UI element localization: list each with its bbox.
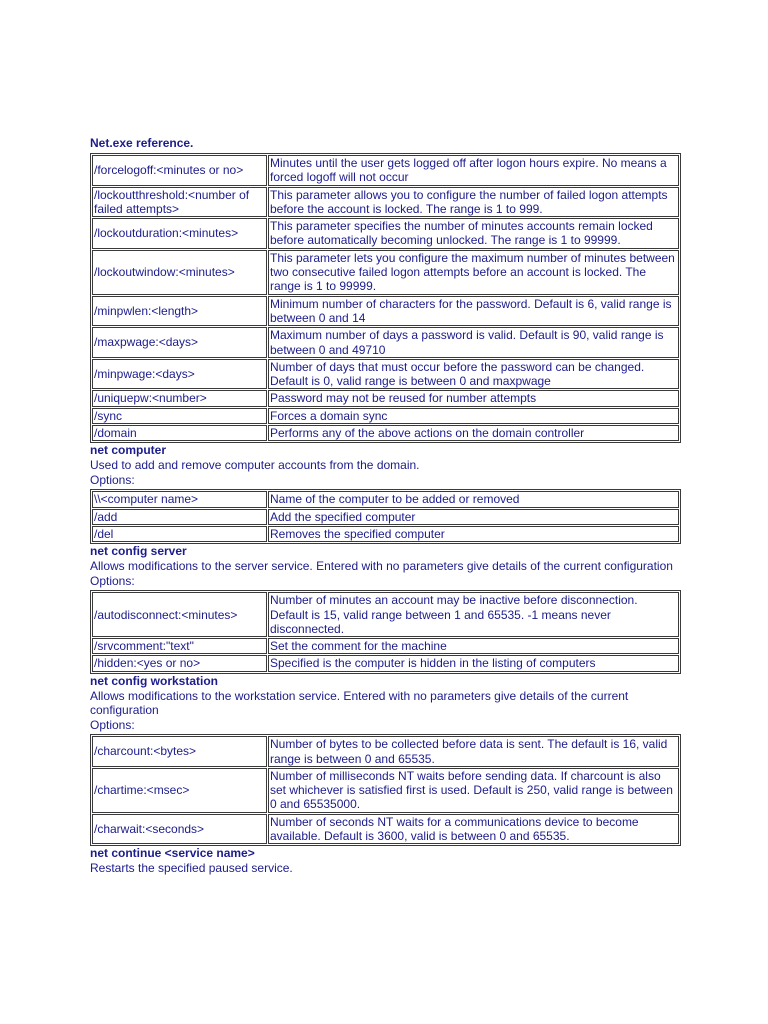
section-heading: net config server	[90, 544, 187, 559]
description-cell: Maximum number of days a password is valid. Default is 90, valid range is between 0 and 49710	[268, 327, 679, 358]
description-cell: This parameter lets you configure the maximum number of minutes between two consecutive failed logon attempts before an account is locked. The range is 1 to 99999.	[268, 250, 679, 295]
parameter-cell: /sync	[92, 408, 267, 424]
options-label: Options:	[90, 472, 135, 487]
table-row	[92, 768, 679, 813]
parameter-cell: /lockoutwindow:<minutes>	[92, 250, 267, 295]
parameter-cell: /srvcomment:"text"	[92, 638, 267, 654]
table-row	[92, 736, 679, 767]
description-cell: Minutes until the user gets logged off after logon hours expire. No means a forced logoff will not occur	[268, 155, 679, 186]
parameter-cell: /autodisconnect:<minutes>	[92, 592, 267, 637]
parameter-cell: /uniquepw:<number>	[92, 390, 267, 406]
table-row	[92, 592, 679, 637]
table-row	[92, 655, 679, 671]
table-row	[92, 250, 679, 295]
description-cell: Forces a domain sync	[268, 408, 679, 424]
page-title: Net.exe reference.	[90, 136, 194, 150]
section-heading: net computer	[90, 443, 167, 458]
table-row	[92, 526, 679, 542]
options-table	[90, 734, 681, 846]
parameter-cell: /lockoutthreshold:<number of failed attempts>	[92, 187, 267, 218]
section-description: Used to add and remove computer accounts from the domain.	[90, 458, 420, 473]
description-cell: This parameter allows you to configure the number of failed logon attempts before the account is locked. The range is 1 to 999.	[268, 187, 679, 218]
section-description: Allows modifications to the server service. Entered with no parameters give details of the current configuration	[90, 559, 673, 574]
parameter-cell: /maxpwage:<days>	[92, 327, 267, 358]
table-row	[92, 218, 679, 249]
parameter-cell: \\<computer name>	[92, 491, 267, 507]
description-cell: Performs any of the above actions on the domain controller	[268, 425, 679, 441]
section-heading: net continue <service name>	[90, 846, 255, 861]
description-cell: Minimum number of characters for the password. Default is 6, valid range is between 0 and 14	[268, 296, 679, 327]
parameter-cell: /del	[92, 526, 267, 542]
table-row	[92, 425, 679, 441]
table-row	[92, 638, 679, 654]
parameter-cell: /charwait:<seconds>	[92, 814, 267, 845]
parameter-cell: /minpwage:<days>	[92, 359, 267, 390]
parameter-cell: /lockoutduration:<minutes>	[92, 218, 267, 249]
description-cell: Number of bytes to be collected before data is sent. The default is 16, valid range is between 0 and 65535.	[268, 736, 679, 767]
options-table	[90, 590, 681, 673]
section-heading: net config workstation	[90, 673, 219, 688]
description-cell: Add the specified computer	[268, 509, 679, 525]
parameter-cell: /chartime:<msec>	[92, 768, 267, 813]
table-row	[92, 408, 679, 424]
table-row	[92, 187, 679, 218]
description-cell: Name of the computer to be added or removed	[268, 491, 679, 507]
table-row	[92, 359, 679, 390]
parameter-cell: /domain	[92, 425, 267, 441]
description-cell: Number of seconds NT waits for a communications device to become available. Default is 3600, valid is between 0 and 65535.	[268, 814, 679, 845]
description-cell: Number of days that must occur before the password can be changed. Default is 0, valid range is between 0 and maxpwage	[268, 359, 679, 390]
description-cell: Password may not be reused for number attempts	[268, 390, 679, 406]
description-cell: Number of milliseconds NT waits before sending data. If charcount is also set whichever is satisfied first is used. Default is 250, valid range is between 0 and 65535000.	[268, 768, 679, 813]
options-table	[90, 489, 681, 544]
description-cell: Specified is the computer is hidden in the listing of computers	[268, 655, 679, 671]
options-label: Options:	[90, 717, 135, 732]
table-row	[92, 509, 679, 525]
table-row	[92, 155, 679, 186]
parameter-cell: /hidden:<yes or no>	[92, 655, 267, 671]
parameter-cell: /add	[92, 509, 267, 525]
description-cell: Removes the specified computer	[268, 526, 679, 542]
options-table	[90, 153, 681, 443]
section-description: Allows modifications to the workstation service. Entered with no parameters give details of the current configuration	[90, 688, 629, 718]
table-row	[92, 327, 679, 358]
options-label: Options:	[90, 573, 135, 588]
table-row	[92, 296, 679, 327]
parameter-cell: /forcelogoff:<minutes or no>	[92, 155, 267, 186]
parameter-cell: /charcount:<bytes>	[92, 736, 267, 767]
document-body	[90, 136, 680, 876]
description-cell: Number of minutes an account may be inactive before disconnection. Default is 15, valid range between 1 and 65535. -1 means never disconnected.	[268, 592, 679, 637]
section-description: Restarts the specified paused service.	[90, 861, 293, 876]
table-row	[92, 491, 679, 507]
table-row	[92, 390, 679, 406]
description-cell: This parameter specifies the number of minutes accounts remain locked before automatically becoming unlocked. The range is 1 to 99999.	[268, 218, 679, 249]
sections-container	[90, 153, 680, 876]
table-row	[92, 814, 679, 845]
description-cell: Set the comment for the machine	[268, 638, 679, 654]
parameter-cell: /minpwlen:<length>	[92, 296, 267, 327]
